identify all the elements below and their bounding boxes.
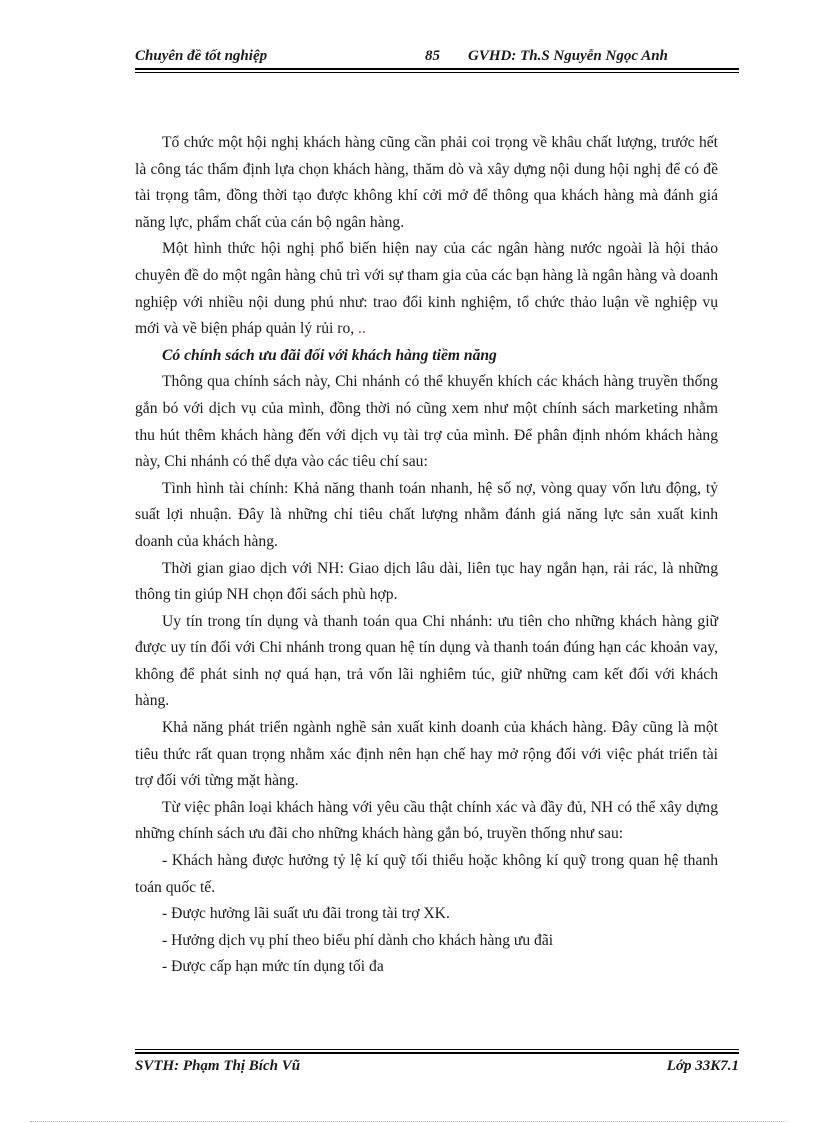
paragraph: Tổ chức một hội nghị khách hàng cũng cần phải coi trọng về khâu chất lượng, trước hết là công tác thẩm định lựa chọn khách hàng, thăm dò và xây dựng nội dung hội nghị để có đề tài trọng tâm, đồng thời tạo được không khí cởi mở để thông qua khách hàng mà đánh giá năng lực, phẩm chất của cán bộ ngân hàng. <box>135 134 718 231</box>
paragraph: Thời gian giao dịch với NH: Giao dịch lâu dài, liên tục hay ngắn hạn, rải rác, là những thông tin giúp NH chọn đối sách phù hợp. <box>135 559 718 604</box>
paragraph: Thông qua chính sách này, Chi nhánh có thể khuyến khích các khách hàng truyền thống gắn bó với dịch vụ của mình, đồng thời nó cũng xem như một chính sách marketing nhằm thu hút thêm khách hàng đến với dịch vụ tài trợ của mình. Để phân định nhóm khách hàng này, Chi nhánh có thể dựa vào các tiêu chí sau: <box>135 373 718 471</box>
header-advisor: GVHD: Th.S Nguyễn Ngọc Anh <box>468 48 668 64</box>
page-number: 85 <box>425 48 440 64</box>
paragraph: Từ việc phân loại khách hàng với yêu cầu thật chính xác và đầy đủ, NH có thể xây dựng những chính sách ưu đãi cho những khách hàng gắn bó, truyền thống như sau: <box>135 798 718 843</box>
bullet-item: - Được cấp hạn mức tín dụng tối đa <box>162 958 384 976</box>
page-edge-divider <box>30 1121 786 1122</box>
header-divider-thin <box>135 72 739 73</box>
paragraph: Tình hình tài chính: Khả năng thanh toán nhanh, hệ số nợ, vòng quay vốn lưu động, tỷ suất lợi nhuận. Đây là những chỉ tiêu chất lượng nhằm đánh giá năng lực sản xuất kinh doanh của khách hàng. <box>135 479 718 550</box>
bullet-item: - Hưởng dịch vụ phí theo biểu phí dành cho khách hàng ưu đãi <box>162 931 554 949</box>
footer-divider <box>135 1052 739 1054</box>
bullet-item: - Được hưởng lãi suất ưu đãi trong tài trợ XK. <box>162 905 450 923</box>
page-footer <box>135 1058 739 1078</box>
paragraph: Uy tín trong tín dụng và thanh toán qua Chi nhánh: ưu tiên cho những khách hàng giữ được uy tín đối với Chi nhánh trong quan hệ tín dụng và thanh toán đúng hạn các khoản vay, không để phát sinh nợ quá hạn, trả vốn lãi nghiêm túc, giữ những cam kết đối với khách hàng. <box>135 612 718 710</box>
footer-class: Lớp 33K7.1 <box>666 1058 739 1074</box>
paragraph-text: Một hình thức hội nghị phổ biến hiện nay của các ngân hàng nước ngoài là hội thảo chuyên đề do một ngân hàng chủ trì với sự tham gia của các bạn hàng là ngân hàng và doanh nghiệp với nhiều nội dung phú như: trao đổi kinh nghiệm, tổ chức thảo luận về nghiệp vụ mới và về biện pháp quản lý rủi ro, <box>135 240 718 338</box>
paragraph <box>135 236 718 342</box>
footer-divider-thin <box>135 1049 739 1050</box>
header-divider <box>135 68 739 70</box>
header-title: Chuyên đề tốt nghiệp <box>135 48 268 64</box>
paragraph: Khả năng phát triển ngành nghề sản xuất kinh doanh của khách hàng. Đây cũng là một tiêu thức rất quan trọng nhằm xác định nên hạn chế hay mở rộng đối với việc phát triển tài trợ đối với từng mặt hàng. <box>135 719 718 790</box>
bullet-item: - Khách hàng được hưởng tỷ lệ kí quỹ tối thiểu hoặc không kí quỹ trong quan hệ thanh toán quốc tế. <box>135 852 718 896</box>
trailing-marks: .. <box>354 320 366 338</box>
page-header <box>135 48 739 68</box>
body-text <box>135 130 718 981</box>
footer-student: SVTH: Phạm Thị Bích Vũ <box>135 1058 301 1074</box>
section-heading: Có chính sách ưu đãi đối với khách hàng tiềm năng <box>162 346 497 364</box>
